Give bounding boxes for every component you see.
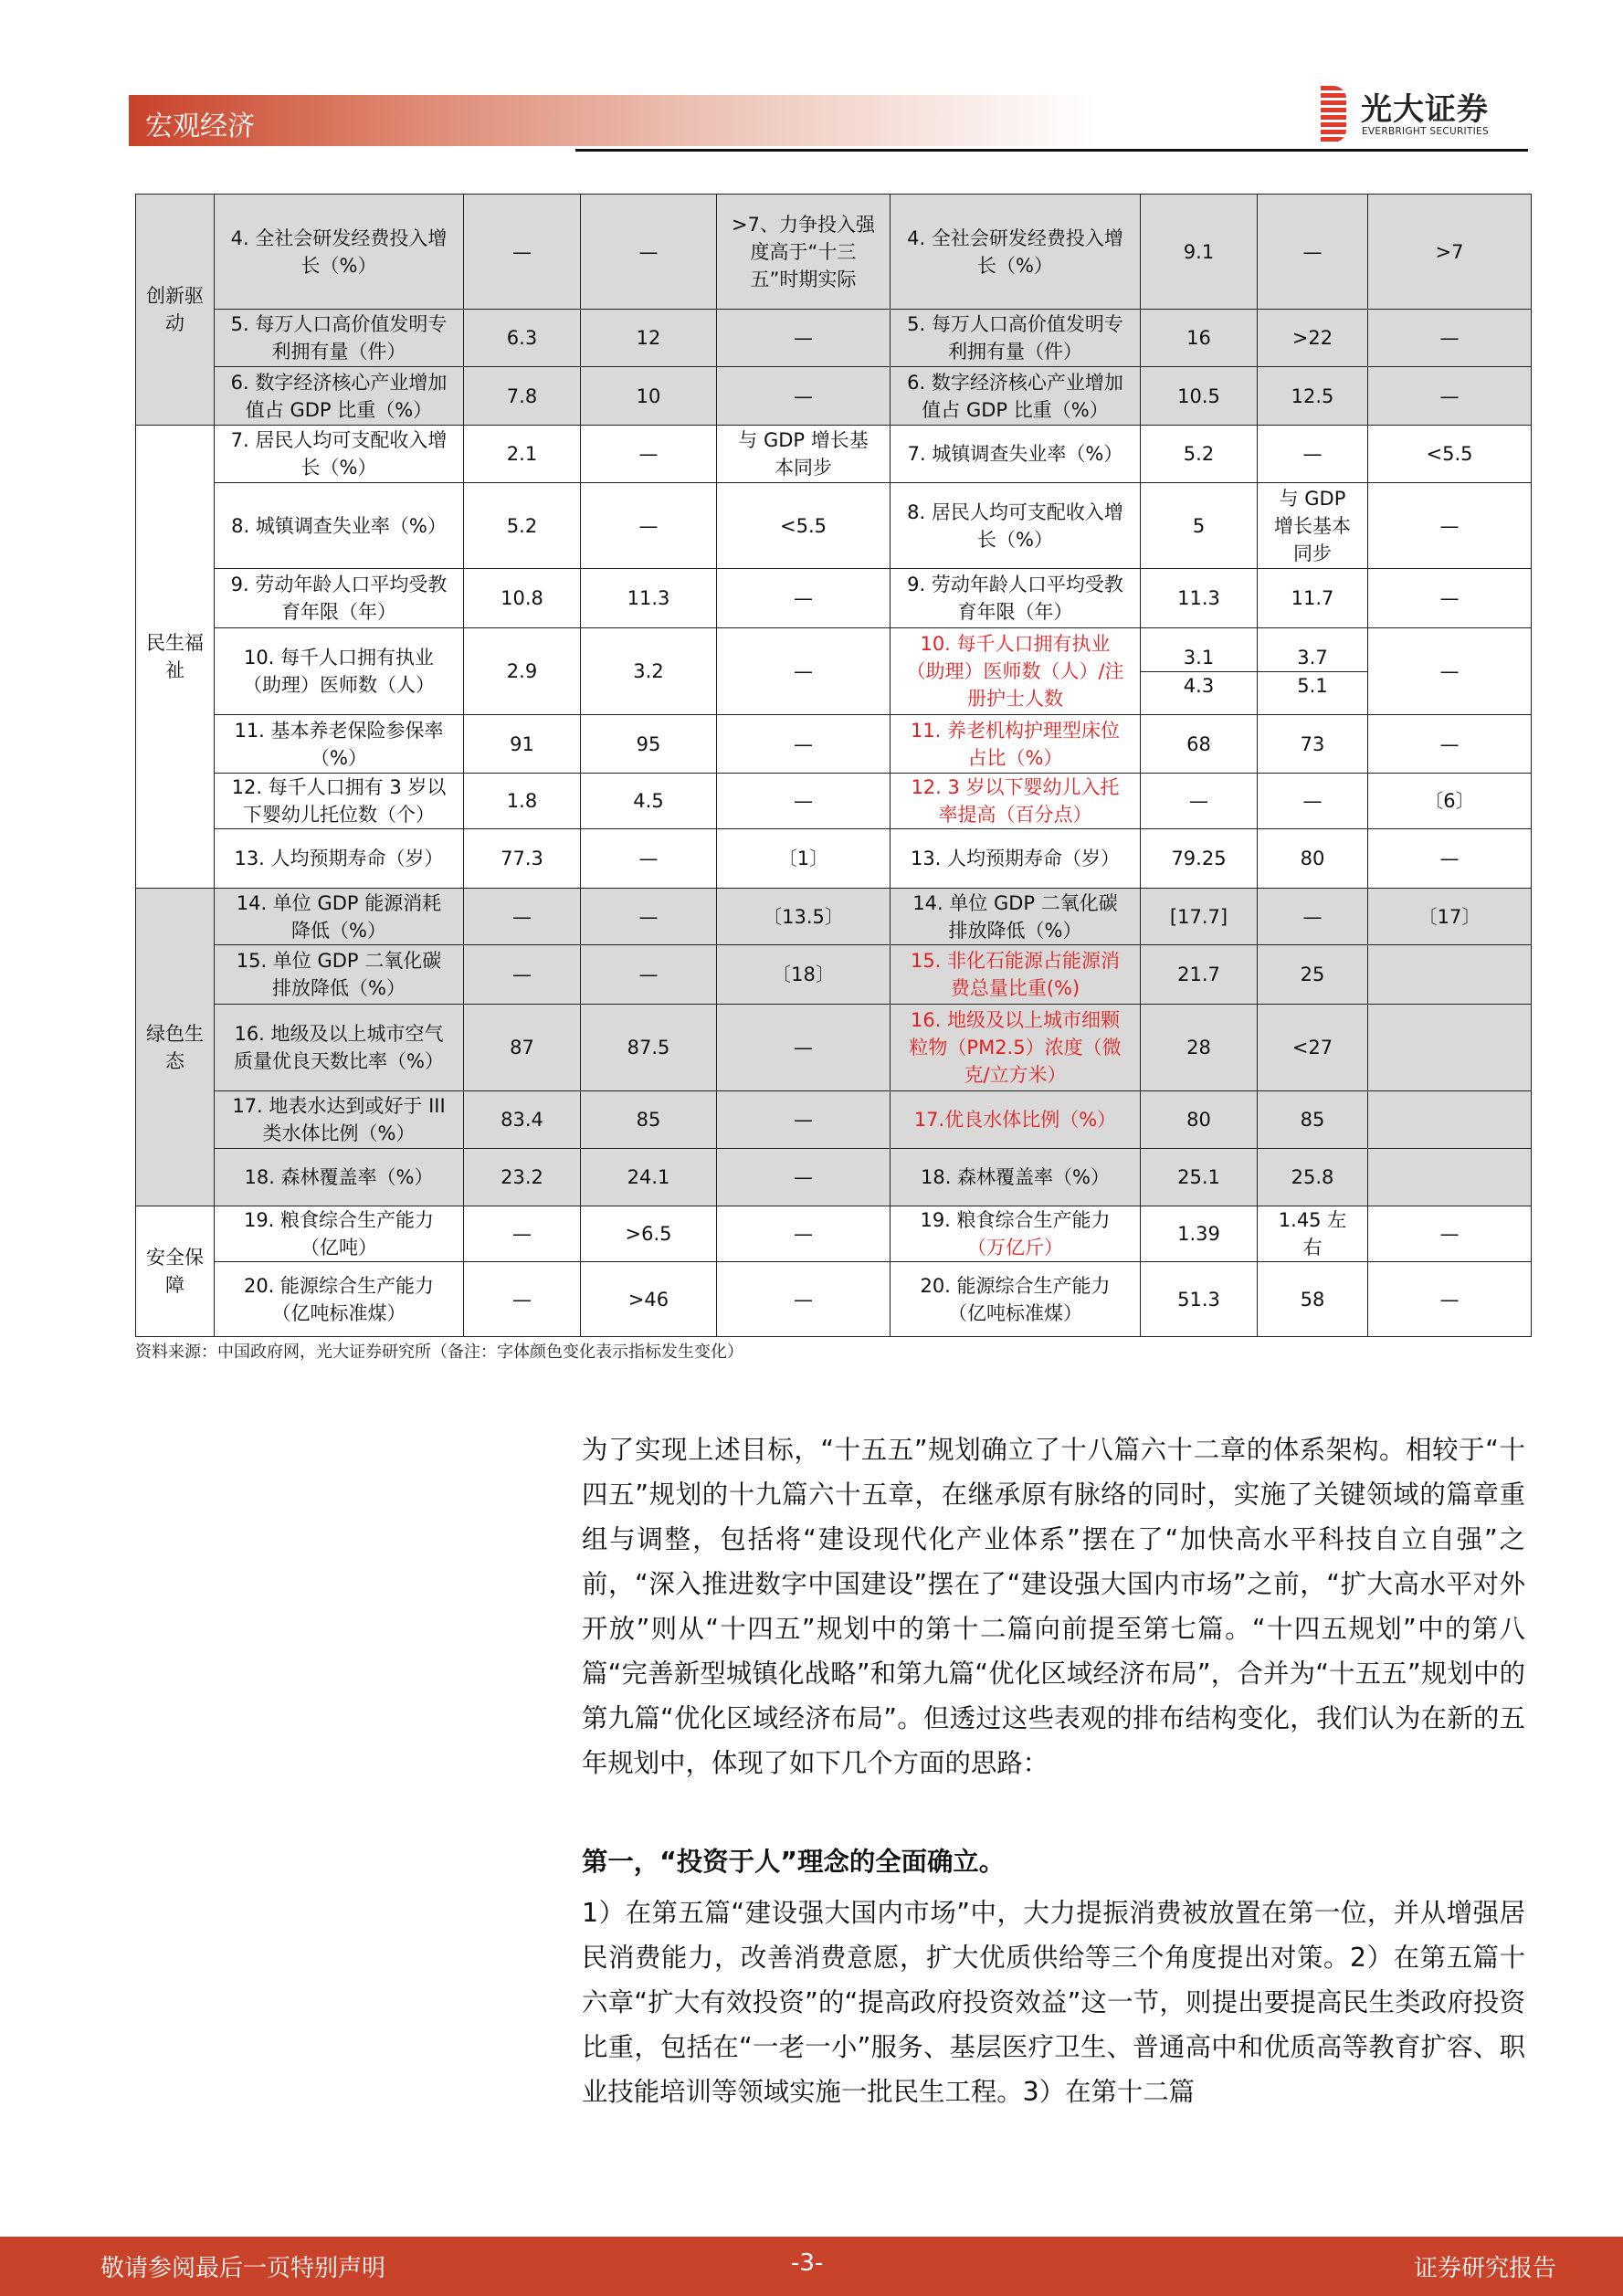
cumulative-target-new: — <box>1368 367 1532 426</box>
logo-en: EVERBRIGHT SECURITIES <box>1362 126 1489 137</box>
value-2030-target: — <box>1258 426 1368 483</box>
value-2025-target: 10 <box>581 367 717 426</box>
value-2025-target: 24.1 <box>581 1149 717 1206</box>
cumulative-target-old: >7、力争投入强度高于“十三五”时期实际 <box>717 195 891 310</box>
value-2025-actual: [17.7] <box>1141 889 1258 945</box>
old-indicator: 20. 能源综合生产能力（亿吨标准煤） <box>215 1262 464 1337</box>
cumulative-target-new: 〔17〕 <box>1368 889 1532 945</box>
value-2030-target: 与 GDP 增长基本同步 <box>1258 483 1368 569</box>
value-2030-target: 25.8 <box>1258 1149 1368 1206</box>
table-row <box>136 774 1532 829</box>
value-2025-actual: 10.5 <box>1141 367 1258 426</box>
new-indicator: 14. 单位 GDP 二氧化碳排放降低（%） <box>891 889 1141 945</box>
new-indicator: 16. 地级及以上城市细颗粒物（PM2.5）浓度（微克/立方米） <box>891 1005 1141 1091</box>
cumulative-target-old: <5.5 <box>717 483 891 569</box>
value-2020: — <box>464 1262 581 1337</box>
value-2025-target: — <box>581 889 717 945</box>
new-indicator: 6. 数字经济核心产业增加值占 GDP 比重（%） <box>891 367 1141 426</box>
value-2025-target: 4.5 <box>581 774 717 829</box>
category-cell: 创新驱动 <box>136 195 215 426</box>
old-indicator: 19. 粮食综合生产能力（亿吨） <box>215 1206 464 1262</box>
cumulative-target-old: — <box>717 1262 891 1337</box>
split-value: 3.7 <box>1297 646 1328 669</box>
cumulative-target-old: — <box>717 367 891 426</box>
table-row <box>136 367 1532 426</box>
new-indicator-unit: （万亿斤） <box>967 1237 1063 1259</box>
indicator-table <box>135 194 1532 1337</box>
value-2025-actual: — <box>1141 774 1258 829</box>
page-number: -3- <box>791 2249 824 2277</box>
value-2030-target: — <box>1258 195 1368 310</box>
value-2025-target: 3.2 <box>581 628 717 715</box>
cumulative-target-old: — <box>717 1091 891 1149</box>
value-2020: 5.2 <box>464 483 581 569</box>
cumulative-target-old: — <box>717 1149 891 1206</box>
cumulative-target-new: <5.5 <box>1368 426 1532 483</box>
table-row <box>136 889 1532 945</box>
value-2025-target: 85 <box>581 1091 717 1149</box>
cumulative-target-new <box>1368 945 1532 1005</box>
value-2020: — <box>464 1206 581 1262</box>
new-indicator: 20. 能源综合生产能力（亿吨标准煤） <box>891 1262 1141 1337</box>
table-row <box>136 1005 1532 1091</box>
value-2025-actual: 28 <box>1141 1005 1258 1091</box>
cumulative-target-old: 与 GDP 增长基本同步 <box>717 426 891 483</box>
new-indicator: 17.优良水体比例（%） <box>891 1091 1141 1149</box>
split-value: 3.1 <box>1183 646 1215 669</box>
value-2025-target: >46 <box>581 1262 717 1337</box>
value-2025-actual: 80 <box>1141 1091 1258 1149</box>
cumulative-target-old: — <box>717 310 891 367</box>
old-indicator: 14. 单位 GDP 能源消耗降低（%） <box>215 889 464 945</box>
value-2020: 6.3 <box>464 310 581 367</box>
table-row <box>136 310 1532 367</box>
value-2025-target: >6.5 <box>581 1206 717 1262</box>
section-title: 宏观经济 <box>145 111 255 142</box>
value-2025-actual: 9.1 <box>1141 195 1258 310</box>
old-indicator: 6. 数字经济核心产业增加值占 GDP 比重（%） <box>215 367 464 426</box>
table-source-note: 资料来源：中国政府网，光大证券研究所（备注：字体颜色变化表示指标发生变化） <box>135 1343 743 1362</box>
value-2025-target: — <box>581 829 717 889</box>
cumulative-target-new: — <box>1368 715 1532 774</box>
table-row <box>136 829 1532 889</box>
value-2020: 2.1 <box>464 426 581 483</box>
new-indicator: 4. 全社会研发经费投入增长（%） <box>891 195 1141 310</box>
cumulative-target-old: — <box>717 1206 891 1262</box>
value-2020: 77.3 <box>464 829 581 889</box>
value-2025-actual: 11.3 <box>1141 569 1258 628</box>
value-2025-actual: 5 <box>1141 483 1258 569</box>
table-row <box>136 1206 1532 1262</box>
value-2030-target: — <box>1258 889 1368 945</box>
footer-report-type: 证券研究报告 <box>1414 2255 1557 2282</box>
new-indicator <box>891 1206 1141 1262</box>
value-2025-actual: 1.39 <box>1141 1206 1258 1262</box>
value-2025-target: 11.3 <box>581 569 717 628</box>
table-row <box>136 1262 1532 1337</box>
value-2025-target: 12 <box>581 310 717 367</box>
value-2030-target: <27 <box>1258 1005 1368 1091</box>
old-indicator: 9. 劳动年龄人口平均受教育年限（年） <box>215 569 464 628</box>
old-indicator: 15. 单位 GDP 二氧化碳排放降低（%） <box>215 945 464 1005</box>
new-indicator: 5. 每万人口高价值发明专利拥有量（件） <box>891 310 1141 367</box>
old-indicator: 13. 人均预期寿命（岁） <box>215 829 464 889</box>
value-2020: 10.8 <box>464 569 581 628</box>
cumulative-target-new <box>1368 1091 1532 1149</box>
table-row <box>136 195 1532 310</box>
table-row <box>136 483 1532 569</box>
new-indicator: 11. 养老机构护理型床位占比（%） <box>891 715 1141 774</box>
paragraph-1: 为了实现上述目标，“十五五”规划确立了十八篇六十二章的体系架构。相较于“十四五”规划的十九篇六十五章，在继承原有脉络的同时，实施了关键领域的篇章重组与调整，包括将“建设现代化产业体系”摆在了“加快高水平科技自立自强”之前，“深入推进数字中国建设”摆在了“建设强大国内市场”之前，“扩大高水平对外开放”则从“十四五”规划中的第十二篇向前提至第七篇。“十四五规划”中的第八篇“完善新型城镇化战略”和第九篇“优化区域经济布局”，合并为“十五五”规划中的第九篇“优化区域经济布局”。但透过这些表观的排布结构变化，我们认为在新的五年规划中，体现了如下几个方面的思路： <box>582 1435 1525 1778</box>
new-indicator: 7. 城镇调查失业率（%） <box>891 426 1141 483</box>
cumulative-target-new: — <box>1368 310 1532 367</box>
cumulative-target-new: 〔6〕 <box>1368 774 1532 829</box>
old-indicator: 17. 地表水达到或好于 III 类水体比例（%） <box>215 1091 464 1149</box>
value-2030-target: 85 <box>1258 1091 1368 1149</box>
value-2030-target: >22 <box>1258 310 1368 367</box>
value-2030-target: 1.45 左右 <box>1258 1206 1368 1262</box>
cumulative-target-old: 〔18〕 <box>717 945 891 1005</box>
value-2020: 23.2 <box>464 1149 581 1206</box>
cumulative-target-new <box>1368 1005 1532 1091</box>
cumulative-target-new: — <box>1368 1206 1532 1262</box>
footer-bar <box>0 2237 1623 2296</box>
value-2025-target: — <box>581 426 717 483</box>
table-row <box>136 1091 1532 1149</box>
value-2025-target: — <box>581 945 717 1005</box>
cumulative-target-old: — <box>717 715 891 774</box>
old-indicator: 11. 基本养老保险参保率（%） <box>215 715 464 774</box>
value-2020: 1.8 <box>464 774 581 829</box>
value-2025-target: — <box>581 483 717 569</box>
new-indicator: 18. 森林覆盖率（%） <box>891 1149 1141 1206</box>
value-2020: — <box>464 889 581 945</box>
cumulative-target-new: — <box>1368 829 1532 889</box>
new-indicator: 10. 每千人口拥有执业（助理）医师数（人）/注册护士人数 <box>891 628 1141 715</box>
logo-cn: 光大证券 <box>1361 91 1489 128</box>
value-2020: 91 <box>464 715 581 774</box>
category-cell: 绿色生态 <box>136 889 215 1206</box>
table-row <box>136 945 1532 1005</box>
value-2025-actual: 68 <box>1141 715 1258 774</box>
section-heading: 第一，“投资于人”理念的全面确立。 <box>582 1847 1006 1877</box>
old-indicator: 12. 每千人口拥有 3 岁以下婴幼儿托位数（个） <box>215 774 464 829</box>
cumulative-target-new: — <box>1368 1262 1532 1337</box>
value-2025-actual: 16 <box>1141 310 1258 367</box>
cumulative-target-new: — <box>1368 628 1532 715</box>
new-indicator-label: 19. 粮食综合生产能力 <box>920 1209 1111 1231</box>
logo-mark-icon <box>1321 86 1346 142</box>
value-2030-target <box>1258 628 1368 715</box>
header-divider <box>575 149 1528 152</box>
new-indicator: 15. 非化石能源占能源消费总量比重(%) <box>891 945 1141 1005</box>
table-row <box>136 426 1532 483</box>
old-indicator: 7. 居民人均可支配收入增长（%） <box>215 426 464 483</box>
category-cell: 安全保障 <box>136 1206 215 1337</box>
table-row <box>136 569 1532 628</box>
cumulative-target-new: — <box>1368 483 1532 569</box>
category-cell: 民生福祉 <box>136 426 215 889</box>
split-value: 4.3 <box>1141 671 1257 700</box>
cumulative-target-old: — <box>717 1005 891 1091</box>
old-indicator: 16. 地级及以上城市空气质量优良天数比率（%） <box>215 1005 464 1091</box>
value-2020: 83.4 <box>464 1091 581 1149</box>
old-indicator: 5. 每万人口高价值发明专利拥有量（件） <box>215 310 464 367</box>
value-2030-target: 11.7 <box>1258 569 1368 628</box>
new-indicator: 13. 人均预期寿命（岁） <box>891 829 1141 889</box>
value-2025-actual: 51.3 <box>1141 1262 1258 1337</box>
value-2025-target: — <box>581 195 717 310</box>
value-2030-target: 80 <box>1258 829 1368 889</box>
value-2025-target: 87.5 <box>581 1005 717 1091</box>
paragraph-2: 1）在第五篇“建设强大国内市场”中，大力提振消费被放置在第一位，并从增强居民消费能力，改善消费意愿，扩大优质供给等三个角度提出对策。2）在第五篇十六章“扩大有效投资”的“提高政府投资效益”这一节，则提出要提高民生类政府投资比重，包括在“一老一小”服务、基层医疗卫生、普通高中和优质高等教育扩容、职业技能培训等领域实施一批民生工程。3）在第十二篇 <box>582 1898 1525 2107</box>
cumulative-target-old: — <box>717 628 891 715</box>
value-2025-actual: 79.25 <box>1141 829 1258 889</box>
cumulative-target-new: — <box>1368 569 1532 628</box>
cumulative-target-old: — <box>717 774 891 829</box>
new-indicator: 12. 3 岁以下婴幼儿入托率提高（百分点） <box>891 774 1141 829</box>
new-indicator: 9. 劳动年龄人口平均受教育年限（年） <box>891 569 1141 628</box>
value-2020: 2.9 <box>464 628 581 715</box>
table-row <box>136 628 1532 715</box>
cumulative-target-new <box>1368 1149 1532 1206</box>
value-2030-target: 25 <box>1258 945 1368 1005</box>
table-row <box>136 1149 1532 1206</box>
value-2025-actual <box>1141 628 1258 715</box>
value-2030-target: 73 <box>1258 715 1368 774</box>
value-2020: — <box>464 195 581 310</box>
company-logo <box>1321 84 1531 148</box>
old-indicator: 4. 全社会研发经费投入增长（%） <box>215 195 464 310</box>
value-2020: 7.8 <box>464 367 581 426</box>
cumulative-target-old: — <box>717 569 891 628</box>
header-section-bar <box>129 95 1097 146</box>
value-2025-actual: 21.7 <box>1141 945 1258 1005</box>
value-2030-target: 58 <box>1258 1262 1368 1337</box>
value-2030-target: — <box>1258 774 1368 829</box>
cumulative-target-old: 〔13.5〕 <box>717 889 891 945</box>
old-indicator: 10. 每千人口拥有执业（助理）医师数（人） <box>215 628 464 715</box>
old-indicator: 8. 城镇调查失业率（%） <box>215 483 464 569</box>
value-2020: — <box>464 945 581 1005</box>
old-indicator: 18. 森林覆盖率（%） <box>215 1149 464 1206</box>
value-2025-actual: 5.2 <box>1141 426 1258 483</box>
cumulative-target-new: >7 <box>1368 195 1532 310</box>
split-value: 5.1 <box>1258 671 1367 700</box>
value-2030-target: 12.5 <box>1258 367 1368 426</box>
value-2025-actual: 25.1 <box>1141 1149 1258 1206</box>
table-row <box>136 715 1532 774</box>
footer-disclaimer: 敬请参阅最后一页特别声明 <box>100 2255 386 2282</box>
cumulative-target-old: 〔1〕 <box>717 829 891 889</box>
new-indicator: 8. 居民人均可支配收入增长（%） <box>891 483 1141 569</box>
value-2020: 87 <box>464 1005 581 1091</box>
value-2025-target: 95 <box>581 715 717 774</box>
